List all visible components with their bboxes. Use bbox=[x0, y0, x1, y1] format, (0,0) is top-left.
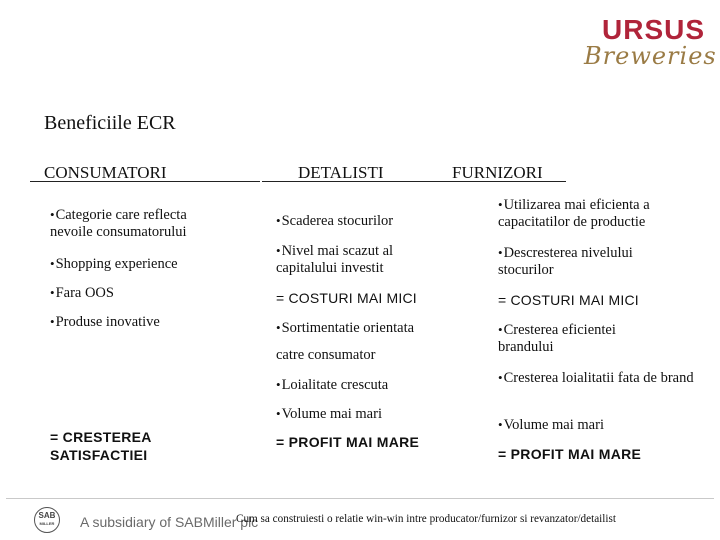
breweries-logo-text: Breweries bbox=[584, 42, 717, 70]
subsidiary-text: A subsidiary of SABMiller plc bbox=[80, 514, 259, 530]
furnizori-item: •Descresterea nivelului stocurilor bbox=[498, 245, 633, 278]
consumatori-result: = CRESTEREA SATISFACTIEI bbox=[50, 429, 152, 463]
furnizori-item: •Cresterea eficientei brandului bbox=[498, 322, 616, 355]
detalisti-item: •Sortimentatie orientata bbox=[276, 320, 415, 336]
heading-consumatori: CONSUMATORI bbox=[44, 163, 167, 182]
underline-detalisti bbox=[262, 181, 462, 182]
detalisti-cost: = COSTURI MAI MICI bbox=[276, 290, 417, 306]
footer-divider bbox=[6, 498, 714, 499]
furnizori-item: •Volume mai mari bbox=[498, 417, 604, 433]
detalisti-item-continued: catre consumator bbox=[276, 347, 376, 363]
furnizori-cost: = COSTURI MAI MICI bbox=[498, 292, 639, 308]
slide-title: Beneficiile ECR bbox=[44, 112, 176, 134]
furnizori-item: •Cresterea loialitatii fata de brand bbox=[498, 370, 694, 386]
furnizori-item: •Utilizarea mai eficienta a capacitatilor de productie bbox=[498, 197, 650, 230]
sabmiller-logo-bottom: MILLER bbox=[39, 521, 55, 526]
detalisti-item: •Loialitate crescuta bbox=[276, 377, 389, 393]
detalisti-item: •Scaderea stocurilor bbox=[276, 213, 394, 229]
consumatori-item: •Produse inovative bbox=[50, 314, 160, 330]
underline-furnizori bbox=[462, 181, 566, 182]
footer-tagline: Cum sa construiesti o relatie win-win intre producator/furnizor si revanzator/detailist bbox=[236, 513, 616, 525]
underline-consumatori bbox=[30, 181, 260, 182]
consumatori-item: •Categorie care reflecta nevoile consumatorului bbox=[50, 207, 187, 240]
furnizori-result: = PROFIT MAI MARE bbox=[498, 446, 642, 462]
consumatori-item: •Shopping experience bbox=[50, 256, 178, 272]
heading-furnizori: FURNIZORI bbox=[452, 163, 543, 182]
sabmiller-logo-top: SAB bbox=[38, 511, 56, 520]
ursus-logo-text: URSUS bbox=[602, 14, 706, 45]
sabmiller-logo-icon bbox=[34, 507, 60, 533]
detalisti-item: •Nivel mai scazut al capitalului investit bbox=[276, 243, 394, 276]
heading-detalisti: DETALISTI bbox=[298, 163, 384, 182]
consumatori-item: •Fara OOS bbox=[50, 285, 114, 301]
detalisti-item: •Volume mai mari bbox=[276, 406, 382, 422]
detalisti-result: = PROFIT MAI MARE bbox=[276, 434, 420, 450]
